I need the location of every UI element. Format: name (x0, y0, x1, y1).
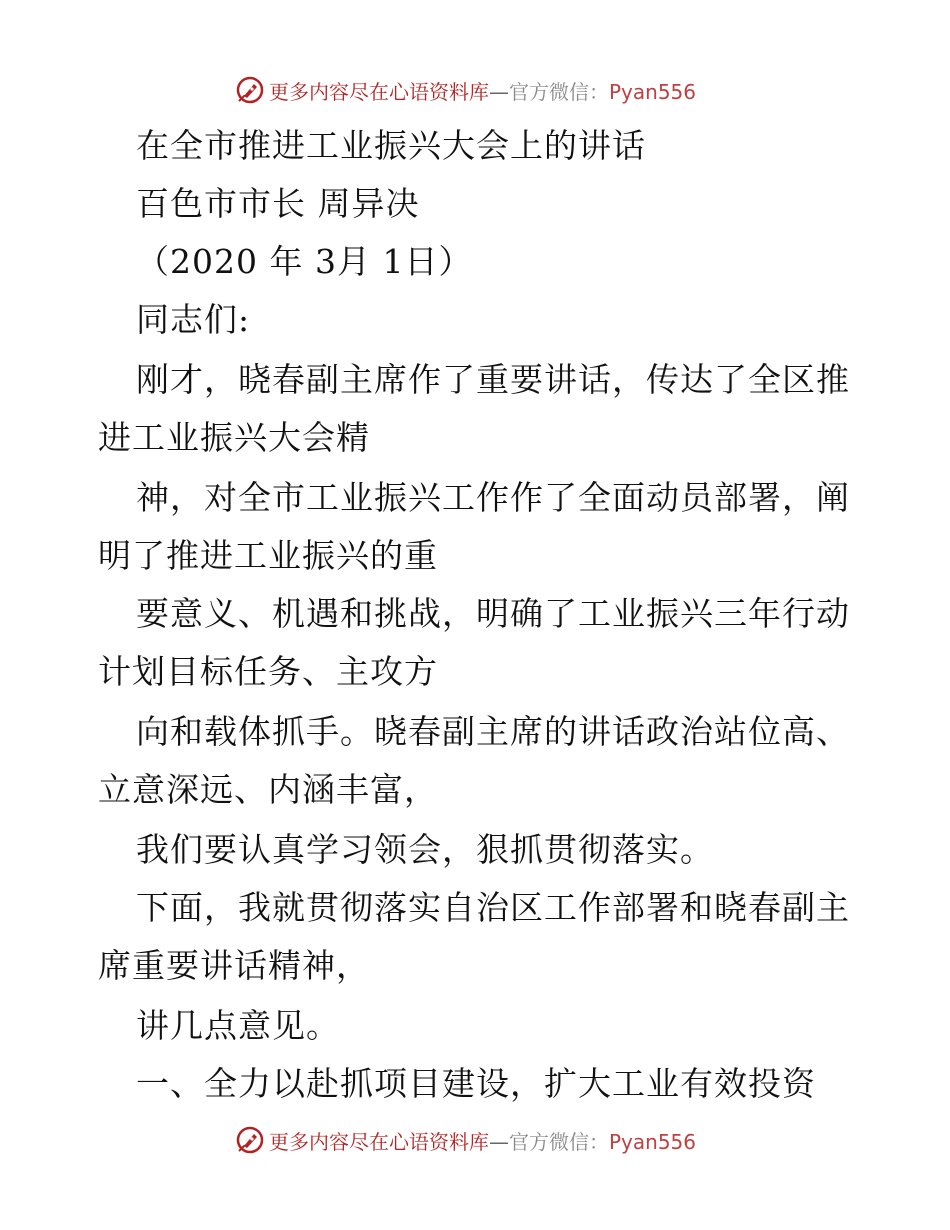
footer-watermark (235, 1122, 696, 1158)
watermark-main: 更多内容尽在心语资料库 (269, 1129, 489, 1154)
watermark-dash: — (489, 1129, 509, 1154)
watermark-dash: — (489, 79, 509, 104)
watermark-text (269, 1126, 696, 1155)
pen-nib-logo-icon (235, 1125, 265, 1155)
watermark-id: Pyan556 (609, 79, 697, 104)
watermark-main: 更多内容尽在心语资料库 (269, 79, 489, 104)
document-title: 在全市推进工业振兴大会上的讲话 (136, 126, 646, 165)
document-date: （2020 年 3月 1日） (136, 242, 473, 281)
body-line: 我们要认真学习领会，狠抓贯彻落实。 (136, 830, 714, 869)
watermark-id: Pyan556 (609, 1129, 697, 1154)
body-line: 神，对全市工业振兴工作作了全面动员部署，阐 (136, 478, 850, 517)
body-line: 下面，我就贯彻落实自治区工作部署和晓春副主 (136, 888, 850, 927)
watermark-sub: 官方微信： (509, 79, 609, 104)
body-line: 进工业振兴大会精 (98, 418, 370, 457)
watermark-text (269, 76, 696, 105)
body-line: 讲几点意见。 (136, 1006, 340, 1045)
body-line: 要意义、机遇和挑战，明确了工业振兴三年行动 (136, 594, 850, 633)
body-line: 向和载体抓手。晓春副主席的讲话政治站位高、 (136, 712, 850, 751)
salutation: 同志们: (136, 300, 251, 339)
watermark-sub: 官方微信： (509, 1129, 609, 1154)
pen-nib-logo-icon (235, 75, 265, 105)
section-heading: 一、全力以赴抓项目建设，扩大工业有效投资 (136, 1064, 816, 1103)
body-line: 计划目标任务、主攻方 (98, 652, 438, 691)
header-watermark (235, 72, 696, 108)
body-line: 席重要讲话精神， (98, 946, 370, 985)
body-line: 立意深远、内涵丰富， (98, 770, 438, 809)
document-author: 百色市市长 周异决 (136, 184, 420, 223)
body-line: 明了推进工业振兴的重 (98, 536, 438, 575)
body-line: 刚才，晓春副主席作了重要讲话，传达了全区推 (136, 360, 850, 399)
